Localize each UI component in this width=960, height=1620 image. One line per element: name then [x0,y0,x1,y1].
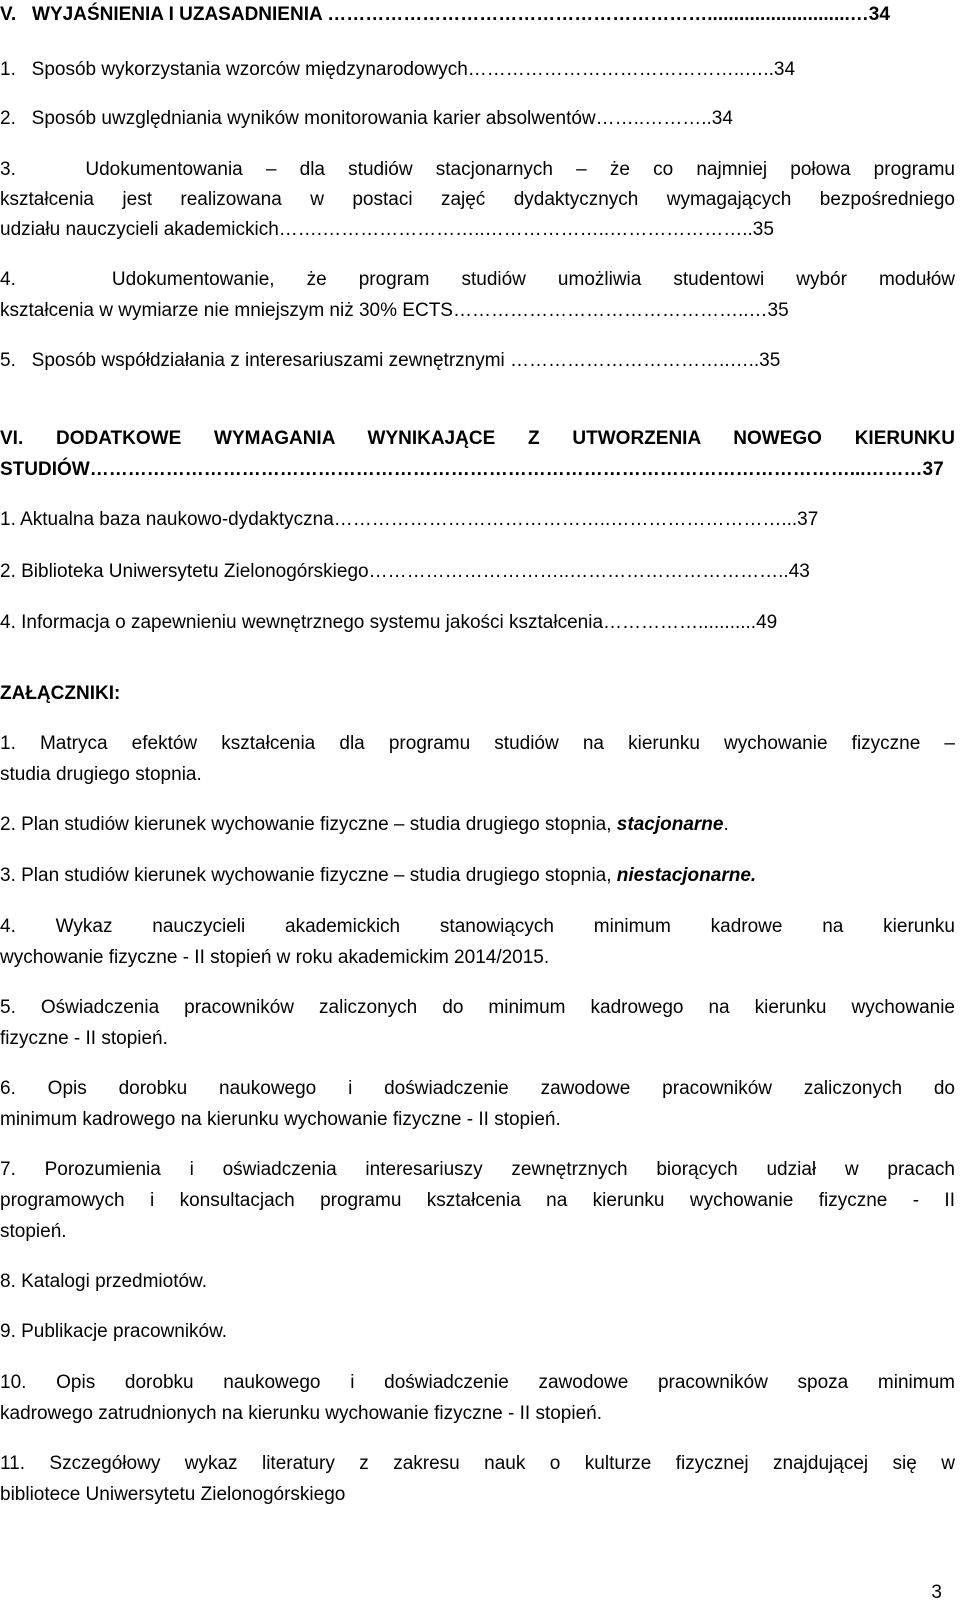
attachment-4-line2: wychowanie fizyczne - II stopień w roku akademickim 2014/2015. [0,947,550,968]
attachment-7-line3: stopień. [0,1221,67,1242]
attachment-10-line2: kadrowego zatrudnionych na kierunku wychowanie fizyczne - II stopień. [0,1403,602,1424]
attachments-heading: ZAŁĄCZNIKI: [0,683,121,704]
attachment-3 [0,864,955,888]
attachment-5-line1: 5. Oświadczenia pracowników zaliczonych do minimum kadrowego na kierunku wychowanie [0,997,955,1018]
toc-item-vi-1: 1. Aktualna baza naukowo-dydaktyczna……………………………………..………………………...37 [0,509,819,530]
toc-item-v-5: 5. Sposób współdziałania z interesariuszami zewnętrznymi ……………………………..…..35 [0,350,781,371]
attachment-3-emphasis: niestacjonarne. [616,865,757,886]
attachment-7-line2: programowych i konsultacjach programu kształcenia na kierunku wychowanie fizyczne - II [0,1190,955,1211]
toc-item-v-3-line2: kształcenia jest realizowana w postaci zajęć dydaktycznych wymagających bezpośredniego [0,189,955,210]
attachment-2-emphasis: stacjonarne [616,814,724,835]
attachment-9: 9. Publikacje pracowników. [0,1321,228,1342]
page-number: 3 [931,1582,942,1603]
toc-item-v-4-line2: kształcenia w wymiarze nie mniejszym niż 30% ECTS………………………………………..…35 [0,300,789,321]
attachment-6-line2: minimum kadrowego na kierunku wychowanie fizyczne - II stopień. [0,1109,561,1130]
attachment-1-line1: 1. Matryca efektów kształcenia dla programu studiów na kierunku wychowanie fizyczne – [0,733,955,754]
toc-item-v-2: 2. Sposób uwzględniania wyników monitorowania karier absolwentów……..………..34 [0,108,733,129]
attachment-3-text: 3. Plan studiów kierunek wychowanie fizyczne – studia drugiego stopnia, [0,865,617,886]
attachment-7-line1: 7. Porozumienia i oświadczenia interesariuszy zewnętrznych biorących udział w pracach [0,1159,955,1180]
attachment-5-line2: fizyczne - II stopień. [0,1028,168,1049]
attachment-10-line1: 10. Opis dorobku naukowego i doświadczenie zawodowe pracowników spoza minimum [0,1372,955,1393]
attachment-11-line1: 11. Szczegółowy wykaz literatury z zakresu nauk o kulturze fizycznej znajdującej się w [0,1453,955,1474]
attachment-2 [0,813,955,837]
toc-item-v-3-line3: udziału nauczycieli akademickich…….……………………..………………..…………………..35 [0,219,774,240]
toc-section-vi-line2: STUDIÓW…………………………………………………………………………………………………………...………37 [0,459,944,480]
toc-item-v-1: 1. Sposób wykorzystania wzorców międzynarodowych……………………………………..…..34 [0,59,796,80]
toc-item-v-3-line1: 3. Udokumentowania – dla studiów stacjonarnych – że co najmniej połowa programu [0,159,955,180]
toc-item-vi-4: 4. Informacja o zapewnieniu wewnętrznego systemu jakości kształcenia……………...........49 [0,612,778,633]
toc-section-v: V. WYJAŚNIENIA I UZASADNIENIA ……………………………………………………...........................…34 [0,4,890,25]
toc-item-v-4-line1: 4. Udokumentowanie, że program studiów umożliwia studentowi wybór modułów [0,269,955,290]
attachment-2-text: 2. Plan studiów kierunek wychowanie fizyczne – studia drugiego stopnia, [0,814,617,835]
attachment-6-line1: 6. Opis dorobku naukowego i doświadczenie zawodowe pracowników zaliczonych do [0,1078,955,1099]
toc-item-vi-2: 2. Biblioteka Uniwersytetu Zielonogórskiego…………………………..……………………………..43 [0,561,810,582]
attachment-2-period: . [723,814,729,835]
attachment-8: 8. Katalogi przedmiotów. [0,1271,208,1292]
attachment-4-line1: 4. Wykaz nauczycieli akademickich stanowiących minimum kadrowe na kierunku [0,916,955,937]
attachment-1-line2: studia drugiego stopnia. [0,764,202,785]
attachment-11-line2: bibliotece Uniwersytetu Zielonogórskiego [0,1484,346,1505]
toc-section-vi-line1: VI. DODATKOWE WYMAGANIA WYNIKAJĄCE Z UTWORZENIA NOWEGO KIERUNKU [0,428,955,449]
